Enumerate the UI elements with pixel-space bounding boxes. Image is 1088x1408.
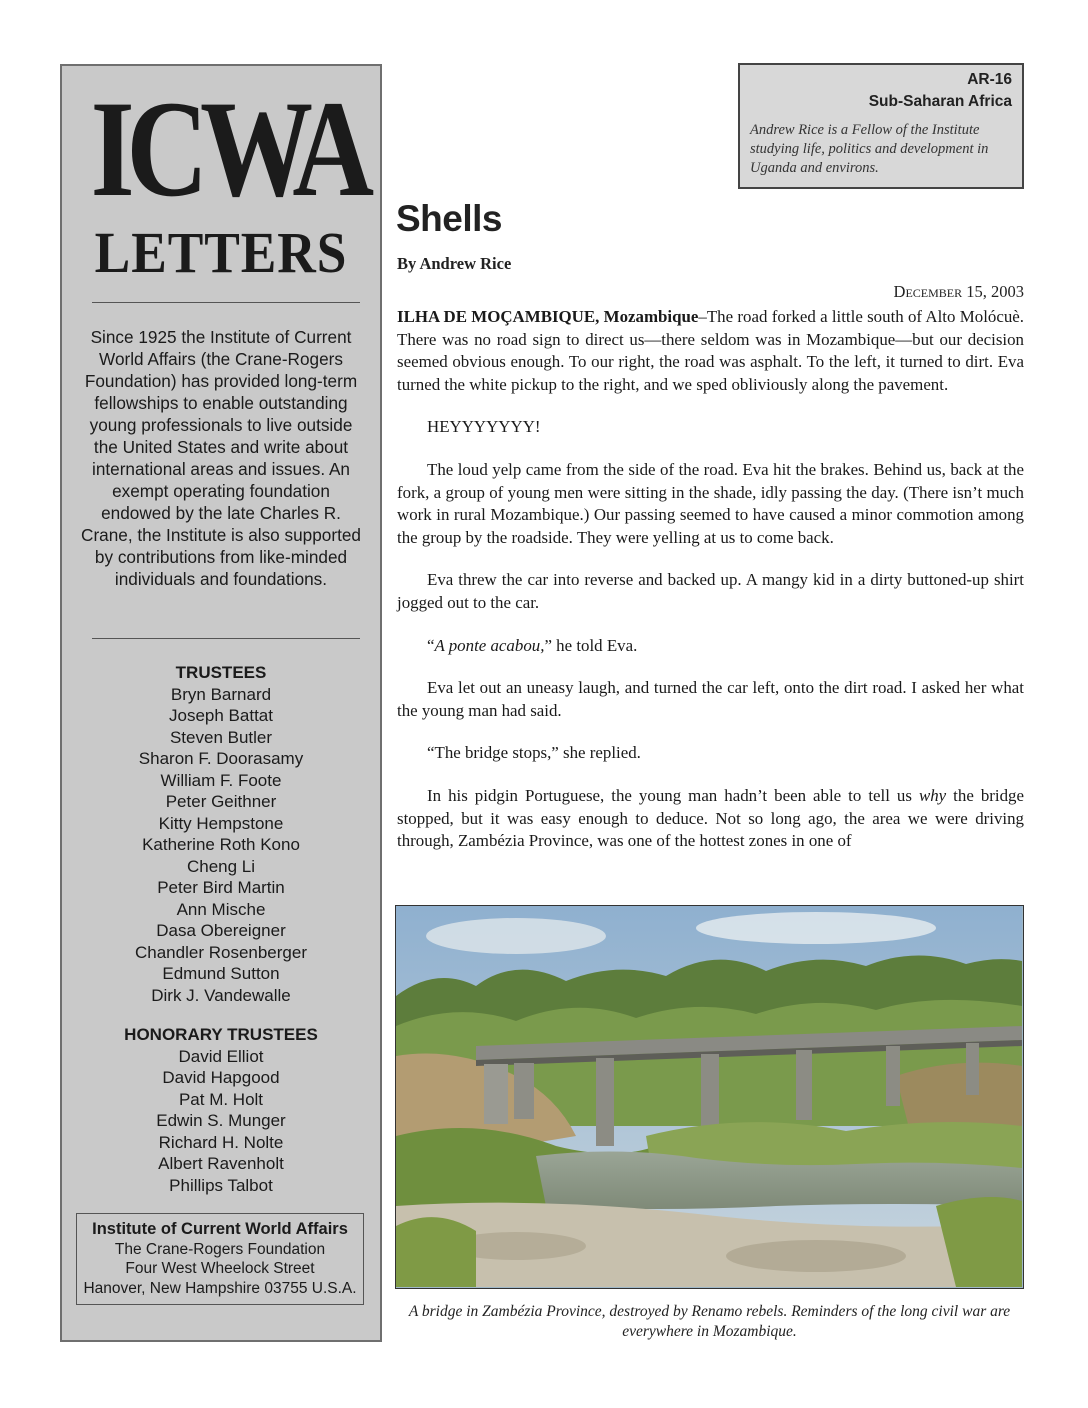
institute-foundation: The Crane-Rogers Foundation bbox=[114, 1240, 326, 1258]
paragraph bbox=[397, 785, 1024, 853]
institute-address-box bbox=[76, 1213, 364, 1305]
paragraph: Eva let out an uneasy laugh, and turned the car left, onto the dirt road. I asked her what the young man had said. bbox=[397, 678, 1024, 720]
divider bbox=[92, 302, 360, 303]
honorary-trustee-name: Phillips Talbot bbox=[169, 1175, 273, 1195]
paragraph bbox=[397, 306, 1024, 396]
paragraph: HEYYYYYYY! bbox=[427, 417, 541, 437]
sidebar bbox=[60, 64, 382, 1342]
honorary-trustees-section bbox=[62, 1024, 380, 1196]
honorary-trustees-heading: HONORARY TRUSTEES bbox=[124, 1025, 318, 1044]
honorary-trustee-name: Richard H. Nolte bbox=[158, 1132, 284, 1152]
emphasis: why bbox=[918, 785, 947, 805]
institute-name: Institute of Current World Affairs bbox=[92, 1220, 348, 1238]
trustees-section bbox=[62, 662, 380, 1006]
paragraph-text: ” he told Eva. bbox=[544, 635, 638, 655]
trustee-name: Kitty Hempstone bbox=[158, 813, 284, 833]
fellow-description: Andrew Rice is a Fellow of the Institute studying life, politics and development in Uganda and environs. bbox=[750, 122, 989, 176]
article-title: Shells bbox=[396, 198, 502, 239]
masthead-subtitle: LETTERS bbox=[94, 220, 348, 285]
honorary-trustee-name: David Hapgood bbox=[162, 1068, 280, 1087]
trustee-name: Bryn Barnard bbox=[170, 684, 272, 704]
letter-code: AR-16 bbox=[967, 71, 1012, 88]
article-date: December 15, 2003 bbox=[893, 282, 1024, 301]
bridge-photo bbox=[395, 905, 1024, 1289]
paragraph: “The bridge stops,” she replied. bbox=[427, 743, 641, 763]
trustee-name: Steven Butler bbox=[169, 727, 273, 747]
paragraph-text: the bridge stopped, but it was easy enough to deduce. Not so long ago, the area we were driving through, Zambézia Province, was one of the hottest zones in one of bbox=[397, 785, 1024, 851]
honorary-trustee-name: Albert Ravenholt bbox=[158, 1154, 284, 1173]
trustee-name: Dirk J. Vandewalle bbox=[151, 985, 291, 1005]
trustee-name: Katherine Roth Kono bbox=[142, 835, 300, 854]
photo-caption: A bridge in Zambézia Province, destroyed by Renamo rebels. Reminders of the long civil war are everywhere in Mozambique. bbox=[408, 1303, 1011, 1340]
mission-statement: Since 1925 the Institute of Current World Affairs (the Crane-Rogers Foundation) has provided long-term fellowships to enable outstanding young professionals to live outside the United States and write about international areas and issues. An exempt operating foundation endowed by the late Charles R. Crane, the Institute is also supported by contributions from like-minded individuals and foundations. bbox=[81, 327, 361, 589]
masthead-logo: ICWA bbox=[90, 72, 366, 225]
paragraph: Eva threw the car into reverse and backed up. A mangy kid in a dirty buttoned-up shirt jogged out to the car. bbox=[397, 570, 1024, 612]
divider bbox=[92, 638, 360, 639]
region-label: Sub-Saharan Africa bbox=[868, 93, 1012, 110]
trustee-name: Joseph Battat bbox=[169, 706, 273, 725]
honorary-trustee-name: Edwin S. Munger bbox=[156, 1111, 286, 1130]
trustee-name: William F. Foote bbox=[160, 770, 282, 790]
dateline-location: ILHA DE MOÇAMBIQUE, Mozambique bbox=[397, 307, 699, 326]
article-body bbox=[397, 306, 1024, 873]
trustee-name: Peter Bird Martin bbox=[157, 878, 285, 897]
honorary-trustee-name: Pat M. Holt bbox=[178, 1089, 264, 1109]
trustee-name: Dasa Obereigner bbox=[156, 921, 286, 940]
paragraph: The loud yelp came from the side of the road. Eva hit the brakes. Behind us, back at the fork, a group of young men were sitting in the shade, idly passing the day. (There isn’t much work in rural Mozambique.) Our passing seemed to have caused a minor commotion among the group by the roadside. They were yelling at us to come back. bbox=[397, 459, 1024, 547]
paragraph-text: –The road forked a little south of Alto Molócuè. There was no road sign to direct us—there seldom was in Mozambique—but our decision seemed obvious enough. To our right, the road was asphalt. To the left, it turned to dirt. Eva turned the white pickup to the right, and we sped obliviously along the pavement. bbox=[397, 307, 1024, 394]
honorary-trustee-name: David Elliot bbox=[178, 1046, 264, 1066]
byline: By Andrew Rice bbox=[397, 254, 512, 273]
quote-mark: “ bbox=[427, 635, 435, 655]
institute-city: Hanover, New Hampshire 03755 U.S.A. bbox=[83, 1279, 357, 1297]
trustee-name: Peter Geithner bbox=[165, 792, 277, 811]
paragraph-text: In his pidgin Portuguese, the young man hadn’t been able to tell us bbox=[427, 785, 919, 805]
trustee-name: Cheng Li bbox=[186, 856, 256, 876]
trustee-name: Sharon F. Doorasamy bbox=[138, 749, 304, 768]
trustee-name: Ann Mische bbox=[176, 899, 266, 919]
trustees-heading: TRUSTEES bbox=[175, 663, 267, 682]
trustee-name: Chandler Rosenberger bbox=[135, 942, 307, 962]
fellow-info-box bbox=[738, 63, 1024, 189]
trustee-name: Edmund Sutton bbox=[162, 964, 280, 983]
portuguese-quote: A ponte acabou, bbox=[434, 635, 545, 655]
institute-street: Four West Wheelock Street bbox=[125, 1260, 315, 1277]
paragraph bbox=[397, 635, 1024, 658]
